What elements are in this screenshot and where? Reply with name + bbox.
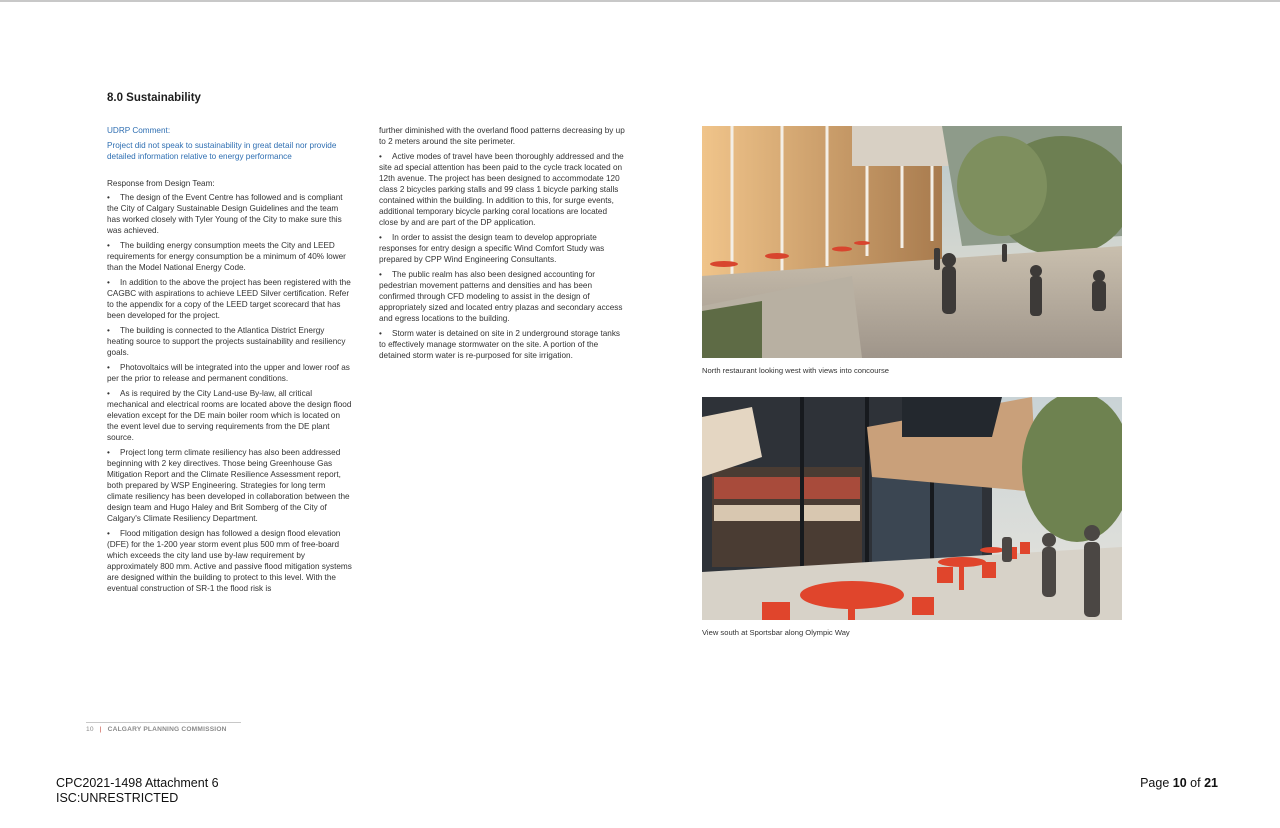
bullet-marker: • bbox=[107, 193, 110, 202]
bullet-paragraph bbox=[107, 447, 353, 524]
bullet-paragraph bbox=[379, 151, 628, 228]
udrp-comment-text: Project did not speak to sustainability in great detail nor provide detailed information relative to energy performance bbox=[107, 141, 337, 161]
footer-page-label bbox=[86, 726, 227, 733]
udrp-comment-heading: UDRP Comment: bbox=[107, 126, 171, 135]
bullet-paragraph bbox=[107, 192, 353, 236]
bullet-marker: • bbox=[379, 329, 382, 338]
page-indicator-total: 21 bbox=[1204, 776, 1218, 790]
bullet-paragraph bbox=[379, 269, 628, 324]
document-reference bbox=[56, 776, 219, 806]
footer-rule bbox=[86, 722, 241, 723]
bullet-marker: • bbox=[107, 241, 110, 250]
middle-paragraph-list bbox=[379, 151, 628, 361]
paragraph-text: Photovoltaics will be integrated into the upper and lower roof as per the prior to release and permanent conditions. bbox=[107, 363, 350, 383]
caption-sportsbar: View south at Sportsbar along Olympic Way bbox=[702, 628, 850, 637]
bullet-marker: • bbox=[107, 448, 110, 457]
page-indicator bbox=[1140, 776, 1218, 790]
bullet-paragraph bbox=[107, 325, 353, 358]
bullet-marker: • bbox=[379, 152, 382, 161]
north-restaurant-image bbox=[702, 126, 1122, 358]
bullet-marker: • bbox=[379, 233, 382, 242]
bullet-marker: • bbox=[107, 529, 110, 538]
bullet-paragraph bbox=[379, 232, 628, 265]
paragraph-text: Active modes of travel have been thoroughly addressed and the site ad special attention has been paid to the cycle track located on 12th avenue. The project has been designed to accommodate 120 class 2 bicycles parking stalls and 99 class 1 bicycle parking stalls contained within the building. In addition to this, for surge events, additional temporary bicycle parking coral locations are located close by and are part of the DP application. bbox=[379, 152, 624, 227]
footer-commission-name: CALGARY PLANNING COMMISSION bbox=[107, 726, 227, 733]
sportsbar-illustration bbox=[702, 397, 1122, 620]
bullet-paragraph bbox=[107, 528, 353, 594]
paragraph-text: Flood mitigation design has followed a design flood elevation (DFE) for the 1-200 year storm event plus 500 mm of free-board which exceeds the city land use by-law requirement by approximately 800 mm. Active and passive flood mitigation systems are designed within the building to protect to this level. With the eventual construction of SR-1 the flood risk is bbox=[107, 529, 352, 593]
attachment-reference: CPC2021-1498 Attachment 6 bbox=[56, 776, 219, 790]
security-classification: ISC:UNRESTRICTED bbox=[56, 791, 179, 805]
bullet-marker: • bbox=[107, 363, 110, 372]
left-text-column bbox=[107, 125, 353, 598]
bullet-marker: • bbox=[107, 389, 110, 398]
page-indicator-prefix: Page bbox=[1140, 776, 1170, 790]
bullet-paragraph bbox=[379, 328, 628, 361]
top-rule bbox=[0, 0, 1280, 2]
paragraph-text: The building is connected to the Atlantica District Energy heating source to support the projects sustainability and resiliency goals. bbox=[107, 326, 346, 357]
footer-page-number: 10 bbox=[86, 726, 94, 733]
paragraph-text: In order to assist the design team to develop appropriate responses for entry design a specific Wind Comfort Study was prepared by CPP Wind Engineering Consultants. bbox=[379, 233, 605, 264]
footer-separator: | bbox=[99, 726, 102, 733]
bullet-marker: • bbox=[107, 278, 110, 287]
bullet-paragraph bbox=[107, 277, 353, 321]
north-restaurant-illustration bbox=[702, 126, 1122, 358]
bullet-paragraph bbox=[107, 362, 353, 384]
page-indicator-current: 10 bbox=[1172, 776, 1187, 790]
page-indicator-of: of bbox=[1190, 776, 1201, 790]
paragraph-text: Storm water is detained on site in 2 underground storage tanks to effectively manage stormwater on the site. A portion of the detained storm water is re-purposed for site irrigation. bbox=[379, 329, 621, 360]
response-heading: Response from Design Team: bbox=[107, 179, 215, 188]
sportsbar-image bbox=[702, 397, 1122, 620]
paragraph-text: In addition to the above the project has been registered with the CAGBC with aspirations to achieve LEED Silver certification. Refer to the appendix for a copy of the LEED target scorecard that has been developed for the project. bbox=[107, 278, 351, 320]
bullet-marker: • bbox=[379, 270, 382, 279]
left-paragraph-list bbox=[107, 192, 353, 594]
paragraph-text: The building energy consumption meets the City and LEED requirements for energy consumption be a minimum of 40% lower than the Model National Energy Code. bbox=[107, 241, 346, 272]
continuation-paragraph: further diminished with the overland flood patterns decreasing by up to 2 meters around the site perimeter. bbox=[379, 126, 625, 146]
bullet-paragraph bbox=[107, 388, 353, 443]
paragraph-text: Project long term climate resiliency has also been addressed beginning with 2 key directives. Those being Greenhouse Gas Mitigation Report and the Climate Resilience Assessment report, both prepared by WSP Engineering. Strategies for long term climate resiliency has been developed in collaboration between the design team and Hugo Haley and Brit Somberg of the City of Calgary's Climate Resiliency Department. bbox=[107, 448, 350, 523]
bullet-paragraph bbox=[107, 240, 353, 273]
section-title: 8.0 Sustainability bbox=[107, 92, 201, 104]
paragraph-text: As is required by the City Land-use By-law, all critical mechanical and electrical rooms are located above the design flood elevation except for the DE main boiler room which is located on the event level due to serving requirements from the DE plant source. bbox=[107, 389, 352, 442]
middle-text-column bbox=[379, 125, 628, 365]
paragraph-text: The design of the Event Centre has followed and is compliant the City of Calgary Sustainable Design Guidelines and the team has worked closely with Tyler Young of the City to make sure this was achieved. bbox=[107, 193, 343, 235]
paragraph-text: The public realm has also been designed accounting for pedestrian movement patterns and densities and has been confirmed through CFD modeling to assist in the design of appropriately sized and located entry plazas and secondary access and egress locations to the building. bbox=[379, 270, 623, 323]
bullet-marker: • bbox=[107, 326, 110, 335]
caption-north-restaurant: North restaurant looking west with views into concourse bbox=[702, 366, 889, 375]
